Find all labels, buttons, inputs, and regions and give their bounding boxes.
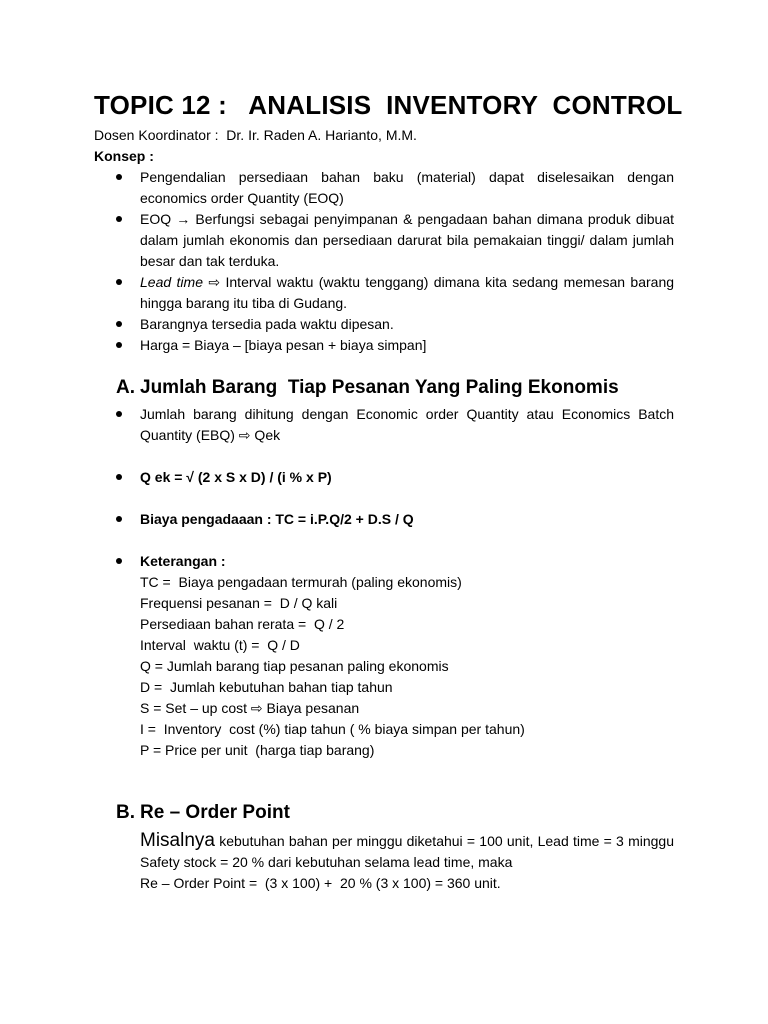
lead-word: Misalnya [140,830,215,851]
bullet-icon [116,516,122,522]
lead-time-label: Lead time [140,274,203,290]
list-item: Jumlah barang dihitung dengan Economic order Quantity atau Economics Batch Quantity (EBQ) ⇨ Qek [116,404,674,446]
bullet-icon [116,174,122,180]
konsep-label: Konsep : [94,148,154,164]
keterangan-line: I = Inventory cost (%) tiap tahun ( % biaya simpan per tahun) [140,721,525,737]
bullet-icon [116,216,122,222]
list-item: Q ek = √ (2 x S x D) / (i % x P) [116,467,674,488]
keterangan-line: Interval waktu (t) = Q / D [140,637,300,653]
section-a-heading: A. Jumlah Barang Tiap Pesanan Yang Paling Ekonomis [116,377,619,398]
coordinator-line: Dosen Koordinator : Dr. Ir. Raden A. Harianto, M.M. [94,127,417,143]
keterangan-line: Frequensi pesanan = D / Q kali [140,595,338,611]
list-item: Biaya pengadaaan : TC = i.P.Q/2 + D.S / Q [116,509,674,530]
section-b-body [140,830,674,894]
page-title: TOPIC 12 : ANALISIS INVENTORY CONTROL [94,90,683,120]
bullet-icon [116,279,122,285]
list-item: Barangnya tersedia pada waktu dipesan. [116,314,674,335]
reorder-point-result: Re – Order Point = (3 x 100) + 20 % (3 x 100) = 360 unit. [140,875,501,891]
keterangan-line: TC = Biaya pengadaan termurah (paling ekonomis) [140,574,462,590]
bullet-icon [116,474,122,480]
bullet-icon [116,342,122,348]
section-b-paragraph: Misalnya kebutuhan bahan per minggu diketahui = 100 unit, Lead time = 3 minggu Safety stock = 20 % dari kebutuhan selama lead time, maka [140,830,674,870]
formula-tc [116,509,674,530]
keterangan-line: Q = Jumlah barang tiap pesanan paling ekonomis [140,658,449,674]
bullet-icon [116,321,122,327]
list-item: Keterangan : [116,551,674,572]
section-a-intro [116,404,674,446]
section-b-heading: B. Re – Order Point [116,802,290,823]
keterangan-heading [116,551,674,572]
keterangan-line: Persediaan bahan rerata = Q / 2 [140,616,345,632]
bullet-icon [116,411,122,417]
list-item: Harga = Biaya – [biaya pesan + biaya simpan] [116,335,674,356]
konsep-list [116,167,674,356]
list-item: Pengendalian persediaan bahan baku (material) dapat diselesaikan dengan economics order Quantity (EOQ) [116,167,674,209]
list-item: EOQ → Berfungsi sebagai penyimpanan & pengadaan bahan dimana produk dibuat dalam jumlah ekonomis dan persediaan darurat bila pemakaian tinggi/ dalam jumlah besar dan tak terduka. [116,209,674,272]
arrow-icon: ⇨ [208,274,221,290]
formula-q [116,467,674,488]
keterangan-list [140,572,525,761]
keterangan-line: S = Set – up cost ⇨ Biaya pesanan [140,700,360,716]
keterangan-line: P = Price per unit (harga tiap barang) [140,742,375,758]
bullet-icon [116,558,122,564]
list-item: Lead time ⇨ Interval waktu (waktu tenggang) dimana kita sedang memesan barang hingga barang itu tiba di Gudang. [116,272,674,314]
keterangan-line: D = Jumlah kebutuhan bahan tiap tahun [140,679,393,695]
